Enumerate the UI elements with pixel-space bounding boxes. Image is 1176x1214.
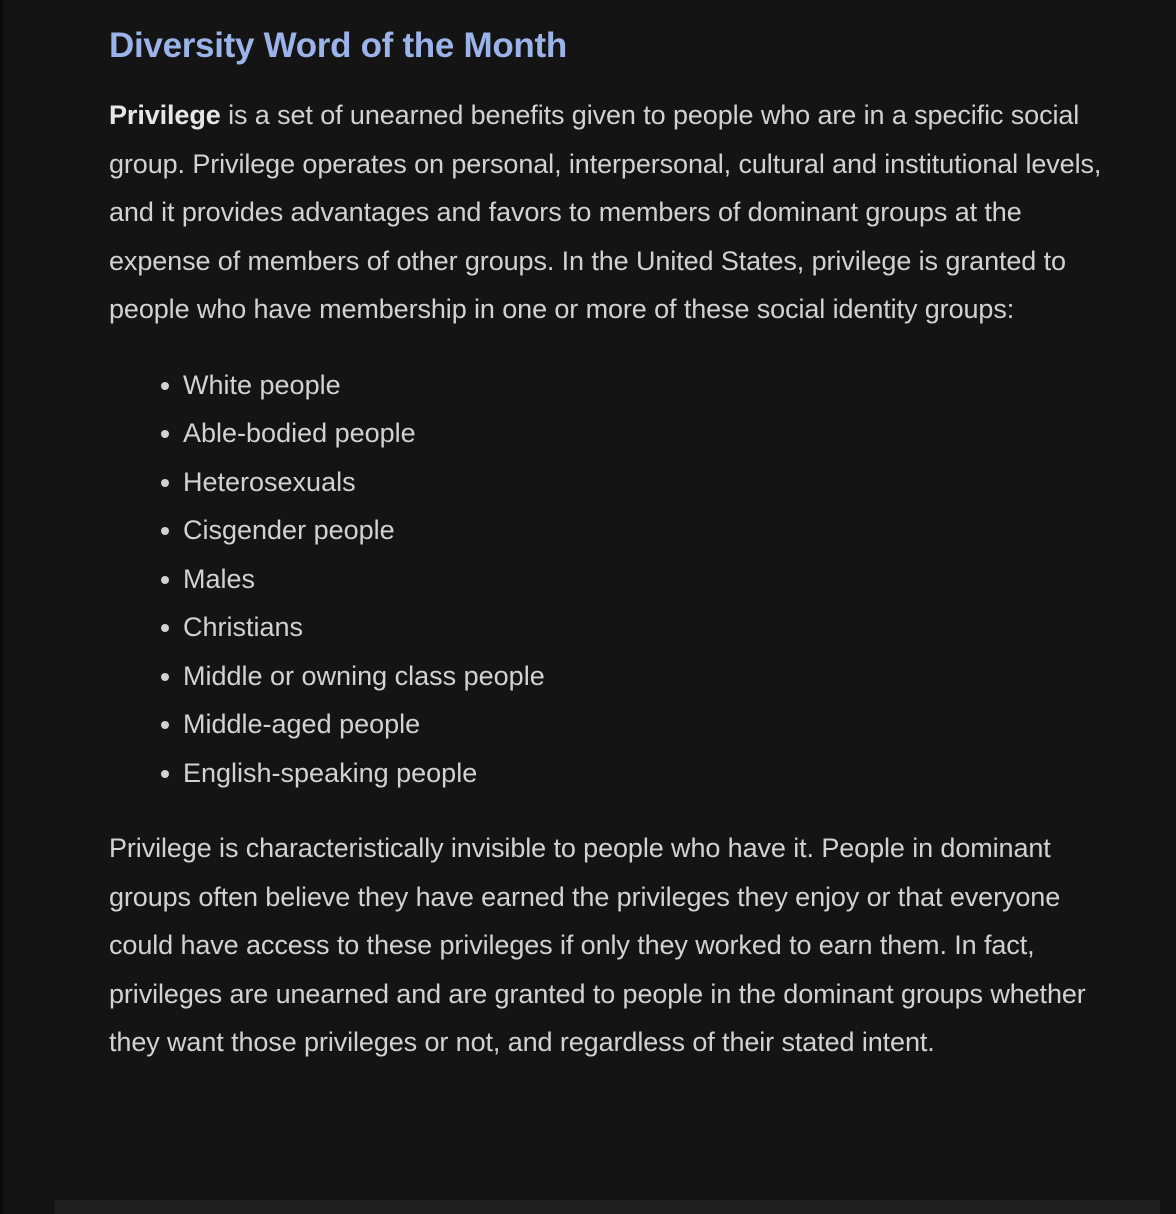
definition-paragraph [109, 91, 1109, 334]
bullet-icon [161, 721, 169, 729]
bullet-icon [161, 479, 169, 487]
list-item [109, 652, 1109, 701]
list-item-label: Heterosexuals [183, 466, 356, 497]
list-item [109, 458, 1109, 507]
list-item [109, 409, 1109, 458]
list-item-label: White people [183, 369, 341, 400]
list-item-label: English-speaking people [183, 757, 478, 788]
left-edge-divider [0, 0, 3, 1214]
identity-group-list [109, 361, 1109, 798]
list-item-label: Christians [183, 612, 304, 642]
bullet-icon [161, 527, 169, 535]
list-item-label: Males [183, 563, 256, 594]
list-item [109, 506, 1109, 555]
list-item [109, 361, 1109, 410]
bullet-icon [161, 576, 169, 584]
bullet-icon [161, 673, 169, 681]
bullet-icon [161, 770, 169, 778]
definition-text: is a set of unearned benefits given to people who are in a specific social group. Privilege operates on personal, interpersonal, cultural and institutional levels, and it provides advantages and favors to members of dominant groups at the expense of members of other groups. In the United States, privilege is granted to people who have membership in one or more of these social identity groups: [109, 100, 1102, 324]
list-item-label: Middle or owning class people [183, 660, 545, 691]
footer-divider [55, 1200, 1160, 1214]
list-item-label: Cisgender people [183, 515, 395, 545]
list-item [109, 749, 1109, 798]
list-item [109, 555, 1109, 604]
article [109, 22, 1109, 1067]
list-item [109, 603, 1109, 652]
bullet-icon [161, 382, 169, 390]
closing-paragraph: Privilege is characteristically invisible to people who have it. People in dominant groups often believe they have earned the privileges they enjoy or that everyone could have access to these privileges if only they worked to earn them. In fact, privileges are unearned and are granted to people in the dominant groups whether they want those privileges or not, and regardless of their stated intent. [109, 833, 1086, 1057]
defined-term: Privilege [109, 100, 221, 130]
bullet-icon [161, 430, 169, 438]
list-item-label: Able-bodied people [183, 418, 416, 448]
list-item [109, 700, 1109, 749]
article-title: Diversity Word of the Month [109, 26, 567, 65]
bullet-icon [161, 624, 169, 632]
list-item-label: Middle-aged people [183, 709, 421, 739]
